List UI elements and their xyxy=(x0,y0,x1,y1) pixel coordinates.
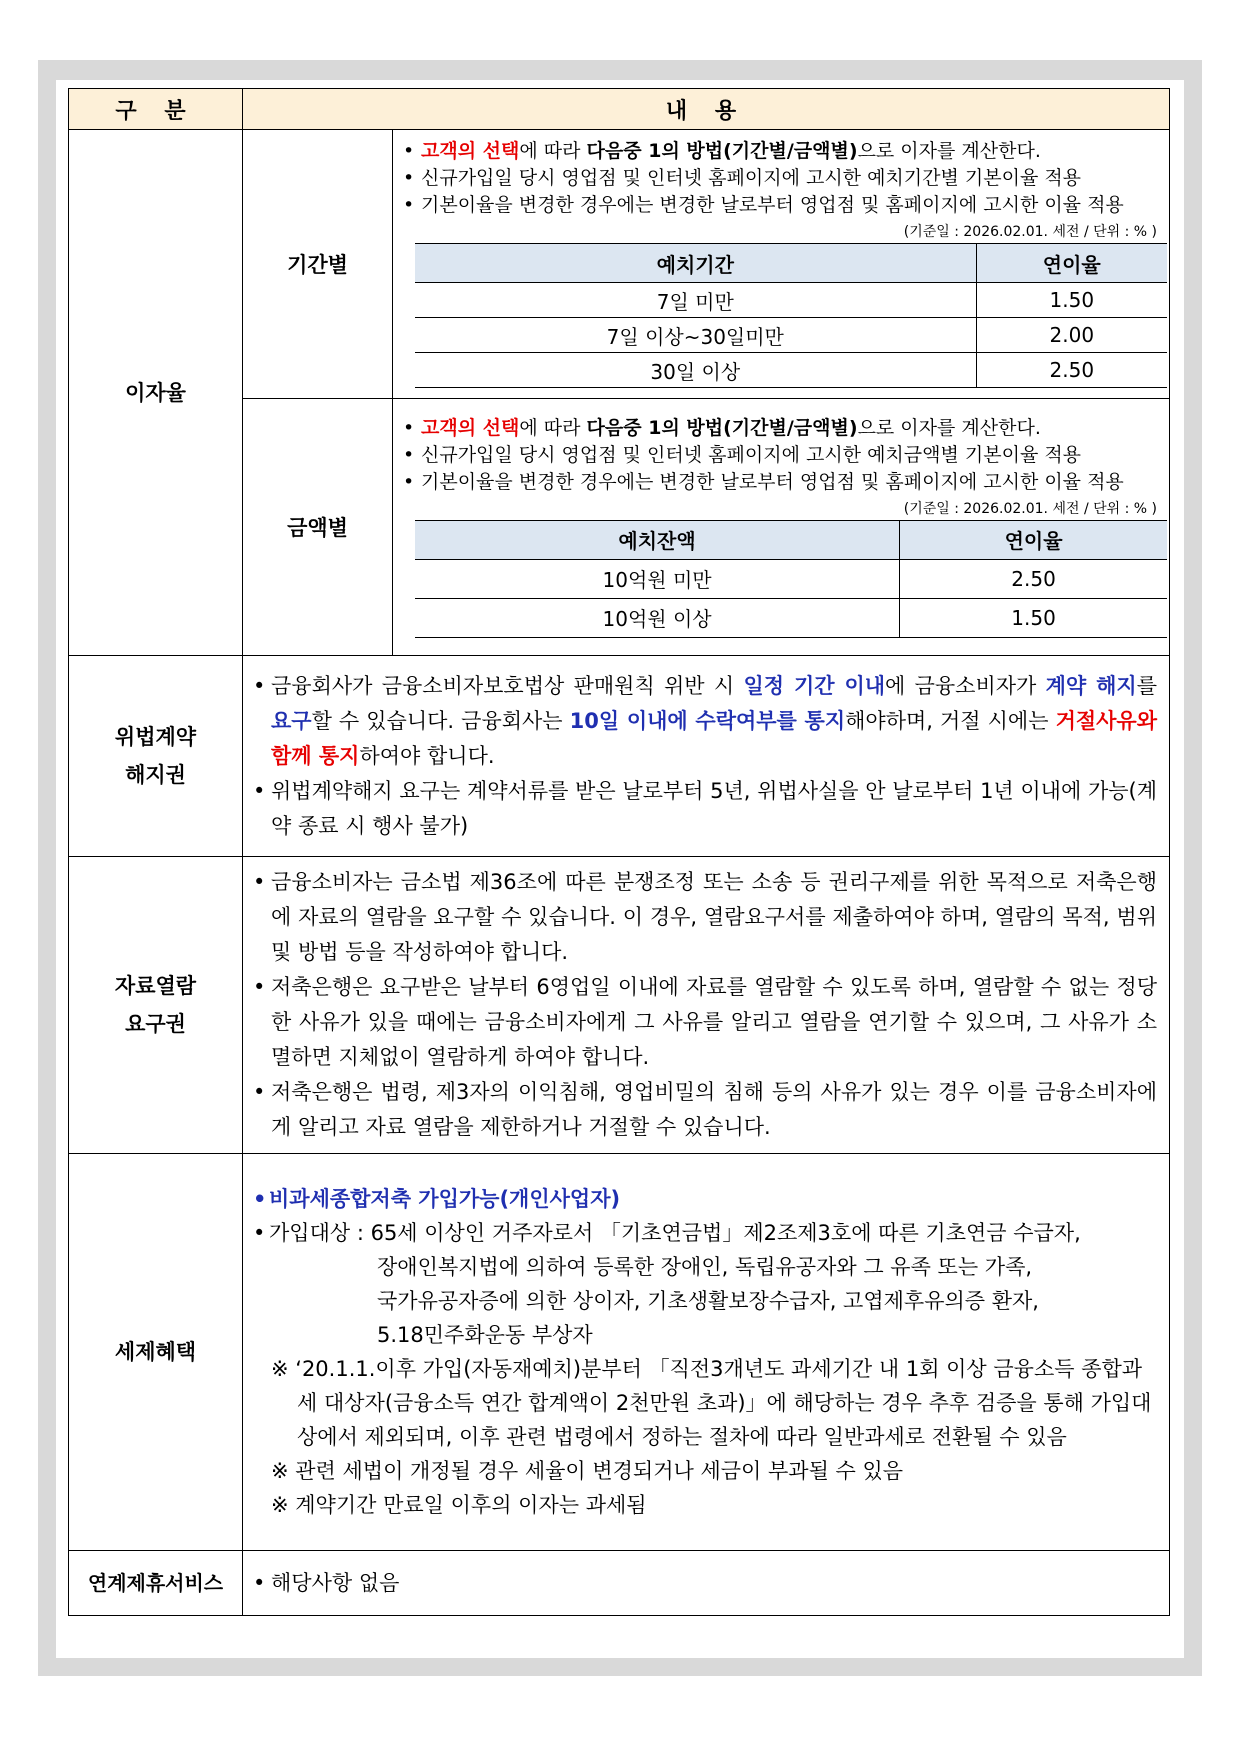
period-content xyxy=(393,130,1170,399)
amount-col-balance: 예치잔액 xyxy=(415,520,900,559)
period-bullet-2: • 신규가입일 당시 영업점 및 인터넷 홈페이지에 고시한 예치기간별 기본이율 적용 xyxy=(403,165,1159,192)
table-row xyxy=(415,559,1167,598)
period-col-rate: 연이율 xyxy=(976,244,1167,283)
records-bullet-1: • 금융소비자는 금소법 제36조에 따른 분쟁조정 또는 소송 등 권리구제를 위한 목적으로 저축은행에 자료의 열람을 요구할 수 있습니다. 이 경우, 열람요구서를 제출하여야 하며, 열람의 목적, 범위 및 방법 등을 작성하여야 합니다. xyxy=(253,865,1157,970)
amount-content xyxy=(393,399,1170,656)
period-bullet-1: • 고객의 선택에 따라 다음중 1의 방법(기간별/금액별)으로 이자를 계산한다. xyxy=(403,138,1159,165)
records-content xyxy=(243,857,1170,1154)
tax-benefit-row xyxy=(69,1154,1170,1551)
table-row xyxy=(415,598,1167,637)
table-header-row xyxy=(69,89,1170,130)
rate-balance: 10억원 이상 xyxy=(415,598,900,637)
header-category: 구 분 xyxy=(69,89,243,130)
tax-title: • 비과세종합저축 가입가능(개인사업자) xyxy=(253,1182,1157,1216)
rate-term: 7일 미만 xyxy=(415,283,976,318)
tax-label: 세제혜택 xyxy=(69,1154,243,1551)
table-row xyxy=(415,318,1167,353)
period-sublabel: 기간별 xyxy=(243,130,393,399)
period-rate-note: (기준일 : 2026.02.01. 세전 / 단위 : % ) xyxy=(903,224,1157,240)
rate-value: 2.50 xyxy=(976,353,1167,388)
rate-term: 30일 이상 xyxy=(415,353,976,388)
rate-term: 7일 이상~30일미만 xyxy=(415,318,976,353)
document-sheet xyxy=(56,80,1184,1658)
table-row xyxy=(415,283,1167,318)
amount-bullet-1: • 고객의 선택에 따라 다음중 1의 방법(기간별/금액별)으로 이자를 계산한다. xyxy=(403,415,1159,442)
table-row xyxy=(415,353,1167,388)
rate-value: 2.50 xyxy=(900,559,1167,598)
tax-note-2: ※ 관련 세법이 개정될 경우 세율이 변경되거나 세금이 부과될 수 있음 xyxy=(271,1459,904,1483)
amount-bullet-3: • 기본이율을 변경한 경우에는 변경한 날로부터 영업점 및 홈페이지에 고시한 이율 적용 xyxy=(403,469,1159,496)
rate-value: 2.00 xyxy=(976,318,1167,353)
link-content xyxy=(243,1551,1170,1616)
cancel-label: 위법계약 해지권 xyxy=(69,656,243,857)
period-bullet-3: • 기본이율을 변경한 경우에는 변경한 날로부터 영업점 및 홈페이지에 고시한 이율 적용 xyxy=(403,192,1159,219)
records-right-row xyxy=(69,857,1170,1154)
link-bullet-1: • 해당사항 없음 xyxy=(253,1566,1157,1601)
rate-value: 1.50 xyxy=(900,598,1167,637)
cancel-right-row xyxy=(69,656,1170,857)
amount-rate-table xyxy=(415,520,1167,638)
cancel-bullet-2: • 위법계약해지 요구는 계약서류를 받은 날로부터 5년, 위법사실을 안 날로부터 1년 이내에 가능(계약 종료 시 행사 불가) xyxy=(253,774,1157,844)
interest-period-row xyxy=(69,130,1170,399)
interest-label: 이자율 xyxy=(69,130,243,656)
records-bullet-3: • 저축은행은 법령, 제3자의 이익침해, 영업비밀의 침해 등의 사유가 있는 경우 이를 금융소비자에게 알리고 자료 열람을 제한하거나 거절할 수 있습니다. xyxy=(253,1075,1157,1145)
cancel-content xyxy=(243,656,1170,857)
cancel-bullet-1: • 금융회사가 금융소비자보호법상 판매원칙 위반 시 일정 기간 이내에 금융소비자가 계약 해지를 요구할 수 있습니다. 금융회사는 10일 이내에 수락여부를 통지해야하며, 거절 시에는 거절사유와 함께 통지하여야 합니다. xyxy=(253,669,1157,774)
tax-target-line-4: 5.18민주화운동 부상자 xyxy=(377,1323,593,1347)
amount-bullet-2: • 신규가입일 당시 영업점 및 인터넷 홈페이지에 고시한 예치금액별 기본이율 적용 xyxy=(403,442,1159,469)
amount-sublabel: 금액별 xyxy=(243,399,393,656)
affiliate-service-row xyxy=(69,1551,1170,1616)
period-col-term: 예치기간 xyxy=(415,244,976,283)
tax-target-line-3: 국가유공자증에 의한 상이자, 기초생활보장수급자, 고엽제후유의증 환자, xyxy=(377,1289,1039,1313)
tax-note-1: ※ ‘20.1.1.이후 가입(자동재예치)분부터 「직전3개년도 과세기간 내 1회 이상 금융소득 종합과세 대상자(금융소득 연간 합계액이 2천만원 초과)」에 해당하는 경우 추후 검증을 통해 가입대상에서 제외되며, 이후 관련 법령에서 정하는 절차에 따라 일반과세로 전환될 수 있음 xyxy=(271,1357,1152,1449)
tax-target-line-2: 장애인복지법에 의하여 등록한 장애인, 독립유공자와 그 유족 또는 가족, xyxy=(377,1255,1033,1279)
rate-balance: 10억원 미만 xyxy=(415,559,900,598)
period-rate-table xyxy=(415,243,1167,388)
records-bullet-2: • 저축은행은 요구받은 날부터 6영업일 이내에 자료를 열람할 수 있도록 하며, 열람할 수 없는 정당한 사유가 있을 때에는 금융소비자에게 그 사유를 알리고 열람을 연기할 수 있으며, 그 사유가 소멸하면 지체없이 열람하게 하여야 합니다. xyxy=(253,970,1157,1075)
link-label: 연계제휴서비스 xyxy=(69,1551,243,1616)
records-label: 자료열람 요구권 xyxy=(69,857,243,1154)
tax-note-3: ※ 계약기간 만료일 이후의 이자는 과세됨 xyxy=(271,1493,647,1517)
amount-col-rate: 연이율 xyxy=(900,520,1167,559)
header-content: 내 용 xyxy=(243,89,1170,130)
rate-value: 1.50 xyxy=(976,283,1167,318)
product-terms-table xyxy=(68,88,1170,1616)
tax-content xyxy=(243,1154,1170,1551)
tax-target-line-1: • 가입대상 : 65세 이상인 거주자로서 「기초연금법」제2조제3호에 따른 기초연금 수급자, xyxy=(253,1216,1157,1250)
amount-rate-note: (기준일 : 2026.02.01. 세전 / 단위 : % ) xyxy=(903,500,1157,517)
